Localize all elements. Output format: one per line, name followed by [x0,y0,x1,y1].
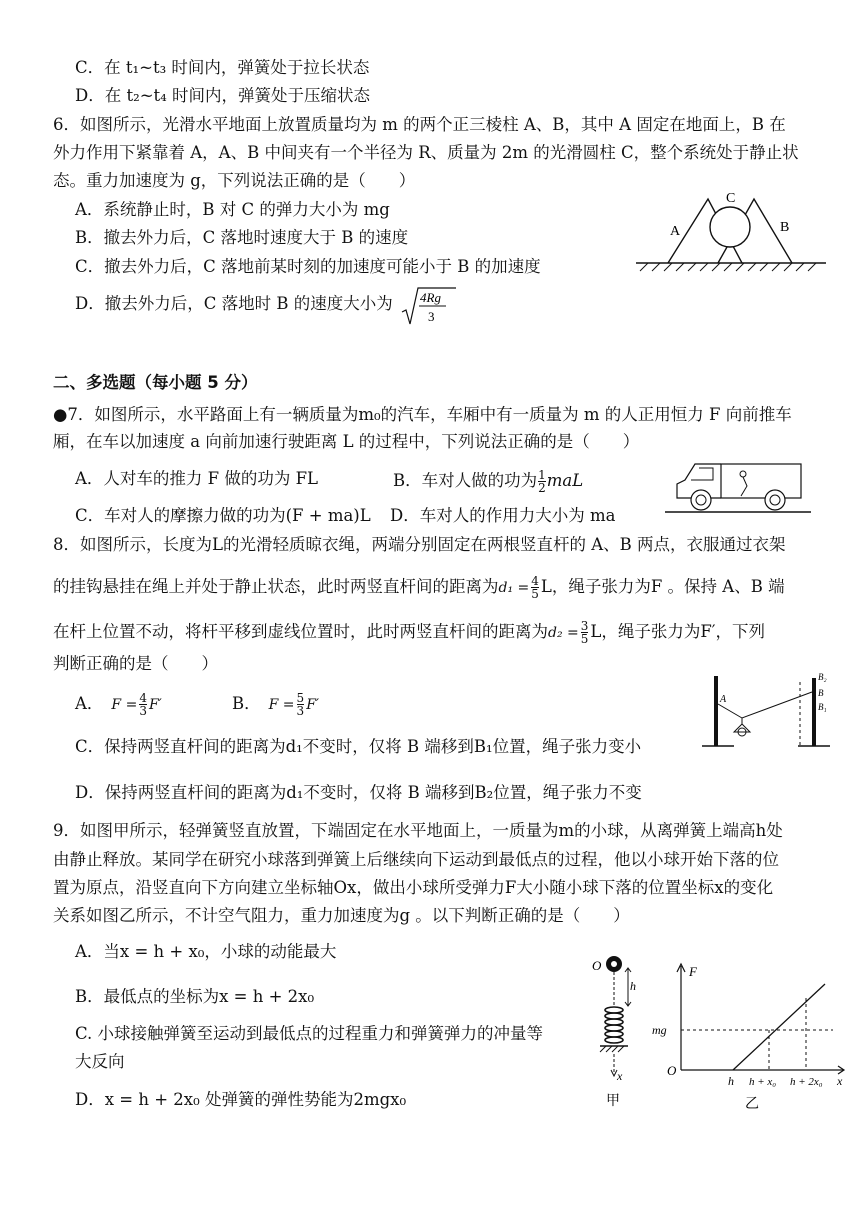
q8a-tail: F′ [148,697,162,713]
q9-option-d: D．x = h + 2x₀ 处弹簧的弹性势能为2mgx₀ [75,1090,407,1109]
q5-option-c: C．在 t₁~t₃ 时间内，弹簧处于拉长状态 [75,58,370,77]
q9-option-c-1: C. 小球接触弹簧至运动到最低点的过程重力和弹簧弹力的冲量等 [75,1024,544,1043]
q7-option-b [393,469,583,494]
label-h: h [630,979,636,993]
q6-stem-3: 态。重力加速度为 g，下列说法正确的是（ ） [53,171,416,190]
q8-stem-1: 8．如图所示，长度为L的光滑轻质晾衣绳，两端分别固定在两根竖直杆的 A、B 两点，衣服通过衣架 [53,535,786,554]
figure-truck [663,456,813,520]
figure-prisms-cylinder [630,183,830,278]
caption-yi: 乙 [745,1097,759,1110]
q8-d2-eq: d₂ = [548,625,579,641]
q8-option-a-label: A． [75,694,104,713]
q9-option-b: B．最低点的坐标为x = h + 2x₀ [75,987,315,1006]
q7-option-b-tail: maL [546,471,584,490]
q8b-num: 5 [296,691,305,705]
figure-spring [586,950,646,1110]
q9-option-a: A．当x = h + x₀，小球的动能最大 [75,942,337,961]
q6-stem-1: 6．如图所示，光滑水平地面上放置质量均为 m 的两个正三棱柱 A、B，其中 A 固定在地面上，B 在 [53,115,786,134]
q7-option-d: D．车对人的作用力大小为 ma [390,506,616,525]
q8b-den: 3 [296,704,305,718]
q8-d1-den: 5 [531,587,539,601]
label-c: C [726,191,736,206]
q8-stem-3 [53,620,765,645]
q8a-num: 4 [139,691,147,705]
q6-option-a: A．系统静止时，B 对 C 的弹力大小为 mg [75,200,390,219]
q6-stem-2: 外力作用下紧靠着 A，A、B 中间夹有一个半径为 R、质量为 2m 的光滑圆柱 C，整个系统处于静止状 [53,143,799,162]
axis-x: x [837,1074,843,1088]
axis-f: F [689,964,697,979]
q8b-tail: F′ [306,697,320,713]
q7-stem-1: ●7．如图所示，水平路面上有一辆质量为m₀的汽车，车厢中有一质量为 m 的人正用恒力 F 向前推车 [53,405,792,424]
tick-h-2x0: h + 2x₀ [790,1076,823,1088]
q8-d2-num: 3 [580,619,589,633]
q6-option-c: C．撤去外力后，C 落地前某时刻的加速度可能小于 B 的加速度 [75,257,541,276]
q6-option-b: B．撤去外力后，C 落地时速度大于 B 的速度 [75,228,409,247]
caption-jia: 甲 [606,1094,620,1109]
q8a-den: 3 [139,704,147,718]
sqrt-expression [400,282,460,328]
q8-stem-2 [53,575,785,600]
q9-stem-3: 置为原点，沿竖直向下方向建立坐标轴Ox，做出小球所受弹力F大小随小球下落的位置坐标x的变化 [53,878,774,897]
q8-stem-2-tail: L，绳子张力为F 。保持 A、B 端 [540,577,785,596]
label-x: x [617,1069,623,1083]
q8-d1-eq: d₁ = [498,580,530,596]
figure-clothesline [700,670,835,752]
tick-h-x0: h + x₀ [749,1076,777,1088]
label-b: B [780,220,790,235]
label-b: B [818,688,824,698]
q6-option-d: D．撤去外力后，C 落地时 B 的速度大小为 [75,294,393,313]
q8-option-b [232,692,319,717]
label-a: A [720,694,727,705]
label-o: O [592,958,602,973]
q9-option-c-2: 大反向 [75,1052,125,1071]
q9-stem-2: 由静止释放。某同学在研究小球落到弹簧上后继续向下运动到最低点的过程，他以小球开始下落的位 [53,850,779,869]
section-heading: 二、多选题（每小题 5 分） [53,373,258,392]
q8-option-d: D．保持两竖直杆间的距离为d₁不变时，仅将 B 端移到B₂位置，绳子张力不变 [75,783,642,802]
q7-option-b-text: B．车对人做的功为 [393,471,538,490]
q8b-eq: F = [268,697,295,713]
sqrt-denominator: 3 [428,309,435,324]
q5-option-d: D．在 t₂~t₄ 时间内，弹簧处于压缩状态 [75,86,371,105]
figure-force-graph [645,958,850,1110]
q8-stem-3-tail: L，绳子张力为F′，下列 [590,622,766,641]
label-a: A [670,224,681,239]
q8-stem-4: 判断正确的是（ ） [53,654,218,673]
q8a-eq: F = [111,697,138,713]
q8-d1-num: 4 [531,574,539,588]
label-mg: mg [652,1023,667,1037]
origin: O [667,1063,677,1078]
q9-stem-1: 9．如图甲所示，轻弹簧竖直放置，下端固定在水平地面上，一质量为m的小球，从离弹簧上端高h处 [53,821,783,840]
q7-option-a: A．人对车的推力 F 做的功为 FL [75,469,319,488]
q8-option-a [75,692,162,717]
q9-stem-4: 关系如图乙所示，不计空气阻力，重力加速度为g 。以下判断正确的是（ ） [53,906,630,925]
q7b-frac-num: 1 [538,468,546,482]
q8-d2-den: 5 [580,632,589,646]
q8-stem-2-text: 的挂钩悬挂在绳上并处于静止状态，此时两竖直杆间的距离为 [53,577,499,596]
q7b-frac-den: 2 [538,481,546,495]
q7-option-c: C．车对人的摩擦力做的功为(F + ma)L [75,506,371,525]
q8-stem-3-text: 在杆上位置不动，将杆平移到虚线位置时，此时两竖直杆间的距离为 [53,622,548,641]
label-b1: B₁ [818,702,827,712]
tick-h: h [728,1074,734,1088]
q8-option-c: C．保持两竖直杆间的距离为d₁不变时，仅将 B 端移到B₁位置，绳子张力变小 [75,737,642,756]
sqrt-numerator: 4Rg [420,290,441,305]
label-b2: B₂ [818,672,827,682]
q8-option-b-label: B． [232,694,261,713]
q7-stem-2: 厢，在车以加速度 a 向前加速行驶距离 L 的过程中，下列说法正确的是（ ） [53,432,640,451]
